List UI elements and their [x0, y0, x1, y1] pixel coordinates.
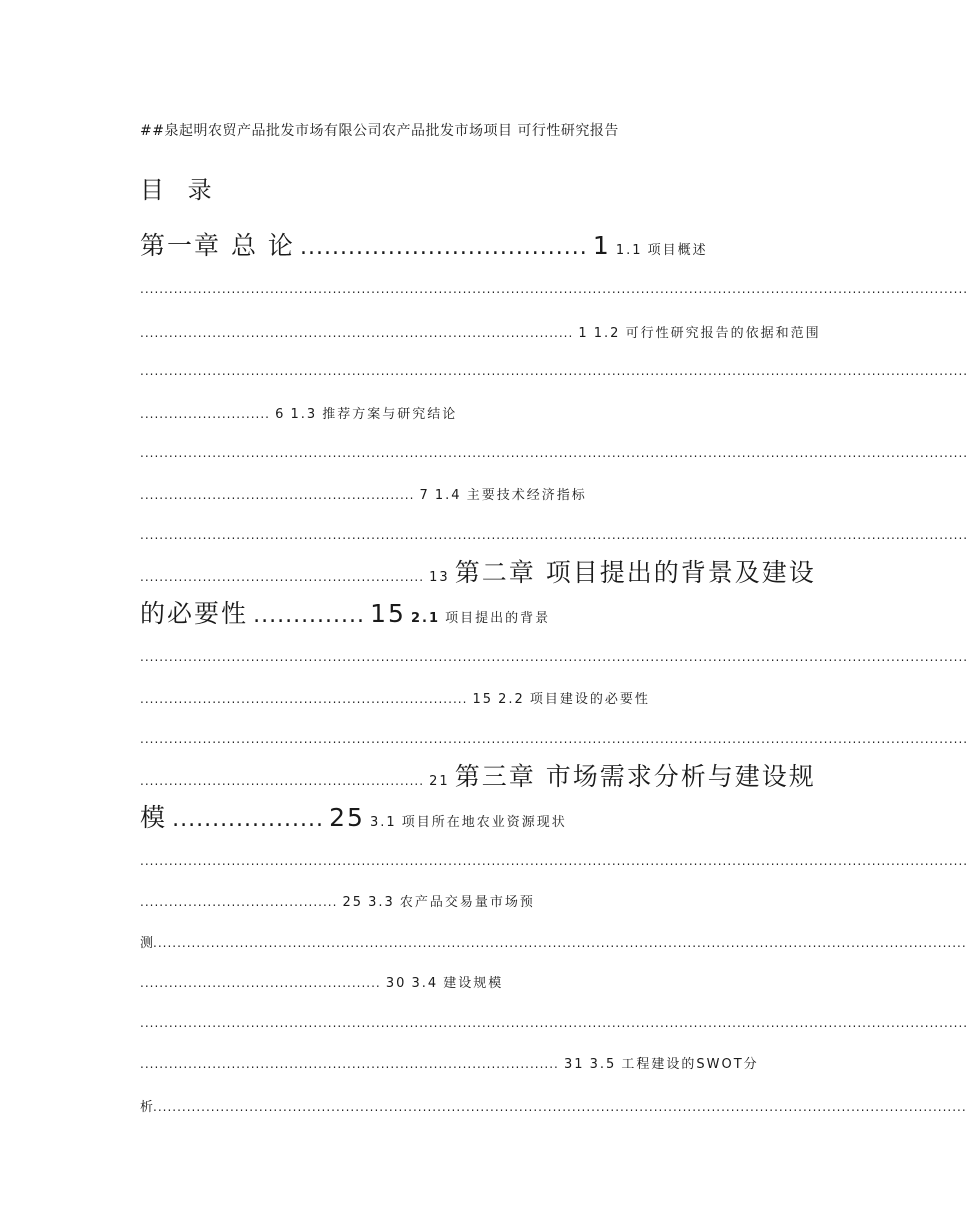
s3_3-title-a: 农产品交易量市场预	[399, 895, 535, 910]
s2_2-page: 21	[429, 774, 450, 789]
s3_1-page: 25	[342, 895, 364, 910]
toc-entry-s3_4[interactable]	[140, 972, 808, 991]
s1_3-page: 7	[419, 488, 430, 503]
toc-entry-ch1[interactable]	[140, 226, 808, 262]
toc-entry-s1_4[interactable]	[140, 484, 808, 503]
s3_5-title-a: 工程建设的SWOT分	[621, 1057, 759, 1072]
toc-entry-s3_3[interactable]	[140, 891, 808, 910]
leader-dots: ............................................................................................................................................................................	[140, 1016, 968, 1030]
s1_1-title: 项目概述	[647, 243, 708, 258]
toc-entry-s2_2[interactable]	[140, 688, 808, 707]
toc-entry-s3_5-cont[interactable]	[140, 1096, 967, 1115]
ch2-page: 15	[370, 599, 406, 628]
ch3-title-b: 模	[140, 803, 168, 832]
s1_4-page: 13	[429, 570, 450, 585]
toc-entry-s1_2[interactable]	[140, 322, 821, 341]
s1_1-num: 1.1	[615, 243, 643, 258]
leader-dots: ...........................................................	[140, 774, 425, 788]
s3_4-title: 建设规模	[443, 976, 504, 991]
s1_4-title: 主要技术经济指标	[466, 488, 587, 503]
s3_1-num: 3.1	[369, 815, 397, 830]
leader-dots: ............................................................................................................................................................................	[140, 854, 968, 868]
ch2-title-b: 的必要性	[140, 599, 249, 628]
ch2-title-a: 第二章 项目提出的背景及建设	[454, 558, 816, 587]
toc-entry-s1_3[interactable]	[140, 403, 808, 422]
ch1-title: 第一章 总 论	[140, 231, 295, 260]
toc-entry-ch3[interactable]	[140, 757, 816, 793]
leader-dots: .......................................................................................	[140, 1057, 559, 1071]
s3_3-page: 30	[385, 976, 407, 991]
toc-entry-ch3-cont[interactable]	[140, 798, 808, 834]
leader-dots: .........................................................................................................................................................................	[153, 936, 967, 950]
leader-dots: ....................................	[300, 235, 588, 260]
toc-heading: 目 录	[140, 176, 220, 204]
leader-dots: ...................	[172, 807, 324, 832]
s1_1-page: 1	[578, 326, 589, 341]
s3_4-num: 3.4	[411, 976, 439, 991]
ch3-page: 25	[329, 803, 365, 832]
leader-dots: ...........................	[140, 407, 270, 421]
leader-dots: .........................................................................................................................................................................	[153, 1100, 967, 1114]
s1_4-num: 1.4	[434, 488, 462, 503]
s3_4-page: 31	[563, 1057, 585, 1072]
s3_3-num: 3.3	[368, 895, 395, 910]
s3_3-title-b: 测	[140, 936, 154, 951]
toc-entry-s3_5[interactable]	[140, 1053, 808, 1072]
leader-dots: ............................................................................................................................................................................	[140, 364, 968, 378]
leader-dots: ..............	[253, 603, 366, 628]
document-title: ##泉起明农贸产品批发市场有限公司农产品批发市场项目 可行性研究报告	[140, 123, 619, 139]
s3_5-num: 3.5	[589, 1057, 617, 1072]
s1_3-title: 推荐方案与研究结论	[322, 407, 458, 422]
ch3-title-a: 第三章 市场需求分析与建设规	[454, 762, 816, 791]
leader-dots: ............................................................................................................................................................................	[140, 446, 968, 460]
leader-dots: ..........................................................................................	[140, 326, 574, 340]
s2_2-title: 项目建设的必要性	[529, 692, 650, 707]
s2_1-title: 项目提出的背景	[445, 611, 551, 626]
s2_2-num: 2.2	[498, 692, 525, 707]
s2_1-page: 15	[472, 692, 494, 707]
leader-dots: .........................................................	[140, 488, 415, 502]
toc-entry-ch2-cont[interactable]	[140, 594, 808, 630]
s1_2-title: 可行性研究报告的依据和范围	[625, 326, 821, 341]
s1_2-num: 1.2	[593, 326, 621, 341]
ch1-page: 1	[592, 231, 611, 260]
s1_2-page: 6	[275, 407, 286, 422]
leader-dots: ...........................................................	[140, 570, 425, 584]
leader-dots: ............................................................................................................................................................................	[140, 732, 968, 746]
leader-dots: .........................................	[140, 895, 338, 909]
leader-dots: ............................................................................................................................................................................	[140, 282, 968, 296]
s1_3-num: 1.3	[290, 407, 318, 422]
s3_1-title: 项目所在地农业资源现状	[401, 815, 567, 830]
leader-dots: ....................................................................	[140, 692, 468, 706]
toc-entry-s3_3-cont[interactable]	[140, 932, 967, 951]
leader-dots: ............................................................................................................................................................................	[140, 650, 968, 664]
toc-entry-ch2[interactable]	[140, 553, 816, 589]
leader-dots: ............................................................................................................................................................................	[140, 528, 968, 542]
s2_1-num: 2.1	[411, 611, 441, 626]
leader-dots: ..................................................	[140, 976, 381, 990]
s3_5-title-b: 析	[140, 1100, 154, 1115]
